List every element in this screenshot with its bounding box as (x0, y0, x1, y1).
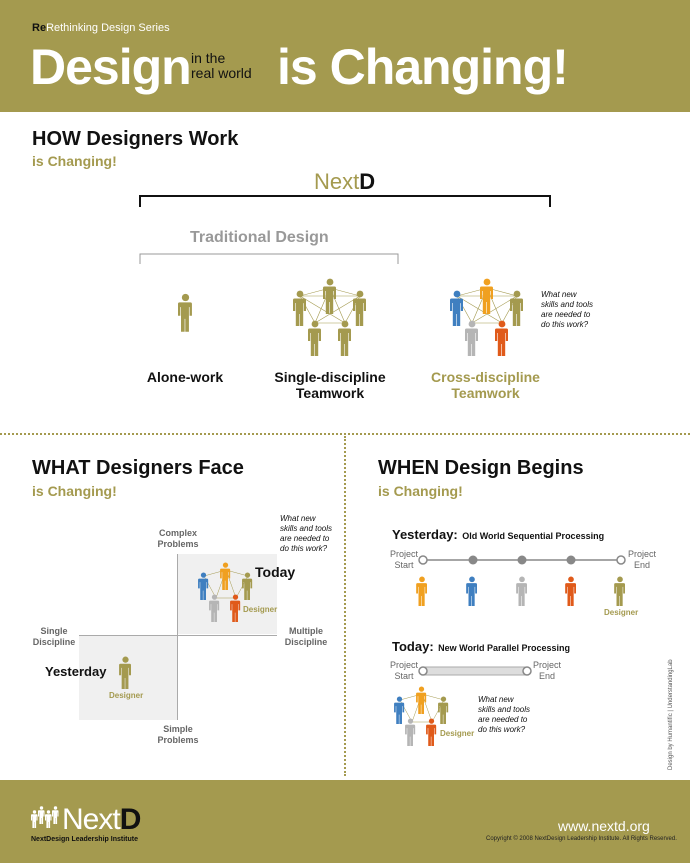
nextd-logo: NextD (62, 803, 141, 836)
person-icon (565, 576, 577, 606)
today-process-heading: Today: New World Parallel Processing (392, 639, 570, 654)
design-credit: Design by Humantific | UnderstandingLab (668, 659, 674, 770)
team-network-single (290, 278, 370, 358)
designer-label-today: Designer (243, 605, 278, 614)
multiple-discipline-axis-label: Multiple Discipline (284, 626, 328, 647)
what-subtitle: is Changing! (32, 483, 117, 499)
designer-label-sequential: Designer (604, 608, 639, 617)
what-title: WHAT Designers Face (32, 457, 244, 479)
today-label: Today (255, 564, 296, 580)
sequential-timeline (415, 552, 630, 568)
person-icon (178, 293, 193, 332)
when-title: WHEN Design Begins (378, 457, 584, 479)
today-team-icon (196, 562, 260, 626)
website-link[interactable]: www.nextd.org (558, 818, 650, 834)
team-network-cross (447, 278, 527, 358)
copyright-text: Copyright © 2008 NextDesign Leadership Institute. All Rights Reserved. (486, 836, 677, 842)
institute-name: NextDesign Leadership Institute (31, 836, 138, 843)
main-title-left: Design (30, 39, 191, 95)
what-question-note: What new skills and tools are needed to do this work? (280, 514, 333, 553)
when-subtitle: is Changing! (378, 483, 463, 499)
nextd-bracket-label: NextD (314, 169, 376, 194)
axis-horizontal (79, 635, 277, 636)
person-icon (516, 576, 528, 606)
axis-vertical (177, 554, 178, 720)
how-title: HOW Designers Work (32, 128, 239, 150)
yesterday-process-heading: Yesterday: Old World Sequential Processing (392, 527, 605, 542)
parallel-team-icon (392, 686, 456, 750)
project-start-label-today: Project Start (390, 660, 419, 681)
yesterday-label: Yesterday (45, 664, 107, 679)
section-divider-horizontal (0, 433, 690, 435)
designer-label-parallel: Designer (440, 729, 475, 738)
person-icon (119, 656, 132, 689)
complex-problems-label: Complex Problems (157, 528, 199, 549)
when-question-note: What new skills and tools are needed to do this work? (478, 695, 531, 734)
traditional-design-label: Traditional Design (190, 229, 329, 246)
project-end-label-today: Project End (533, 660, 562, 681)
project-end-label: Project End (628, 549, 657, 570)
nextd-logo-icon (31, 806, 61, 828)
designer-label-yesterday: Designer (109, 691, 144, 700)
person-icon (466, 576, 478, 606)
alone-work-label: Alone-work (146, 369, 224, 385)
parallel-timeline (415, 663, 535, 679)
person-icon (614, 576, 626, 606)
project-start-label: Project Start (390, 549, 419, 570)
main-title-small: in the real world (191, 50, 252, 81)
cross-discipline-label: Cross-discipline Teamwork (431, 369, 540, 401)
series-label: ReRethinking Design Series (32, 22, 170, 34)
single-discipline-label: Single-discipline Teamwork (274, 369, 386, 401)
simple-problems-label: Simple Problems (157, 724, 199, 745)
single-discipline-axis-label: Single Discipline (32, 626, 76, 647)
how-subtitle: is Changing! (32, 153, 117, 169)
person-icon (416, 576, 428, 606)
section-divider-vertical (344, 436, 346, 776)
how-question-note: What new skills and tools are needed to do this work? (541, 290, 594, 329)
main-title-right: is Changing! (277, 39, 568, 95)
